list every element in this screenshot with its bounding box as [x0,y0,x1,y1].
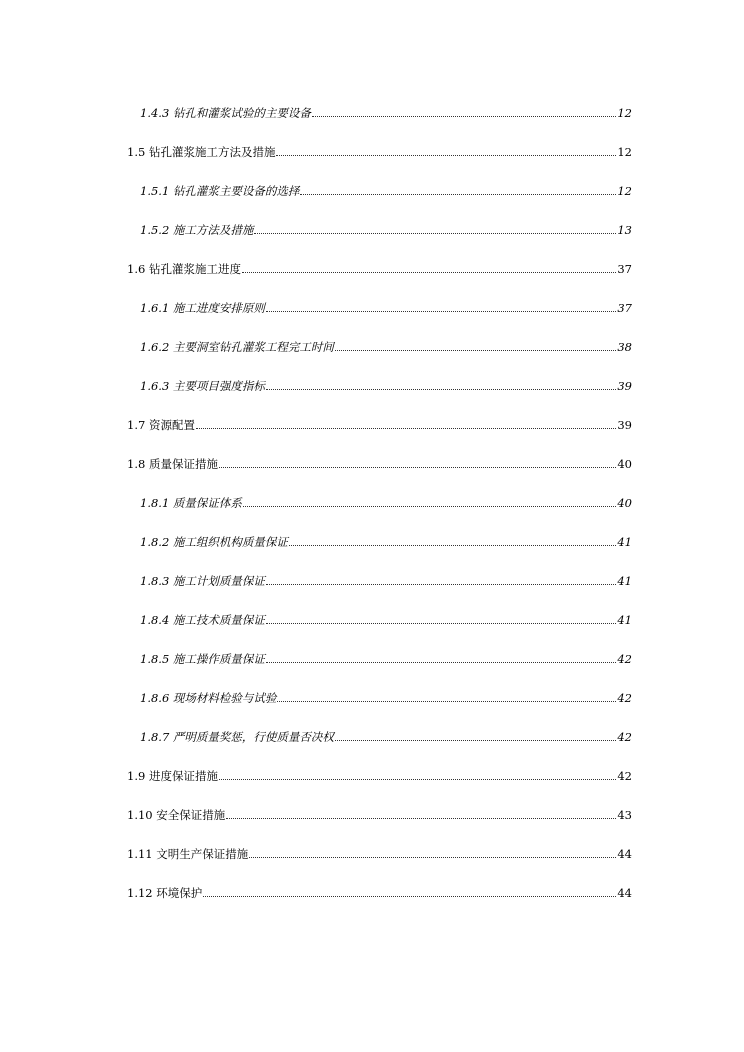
dot-leader [276,154,616,156]
toc-entry-title: 1.4.3 钻孔和灌浆试验的主要设备 [140,106,311,120]
dot-leader [266,310,616,312]
dot-leader [242,271,616,273]
toc-entry-title: 1.8.6 现场材料检验与试验 [140,691,277,705]
dot-leader [219,778,616,780]
dot-leader [266,388,616,390]
toc-entry[interactable] [140,490,632,510]
toc-entry[interactable] [140,685,632,705]
toc-entry-page: 41 [617,613,632,627]
dot-leader [196,427,616,429]
toc-entry[interactable] [127,139,632,159]
toc-entry-page: 42 [617,769,632,783]
dot-leader [219,466,616,468]
toc-entry-page: 12 [617,106,632,120]
dot-leader [335,349,616,351]
toc-entry-page: 40 [617,496,632,510]
toc-entry[interactable] [140,646,632,666]
toc-entry-title: 1.6 钻孔灌浆施工进度 [127,262,241,276]
dot-leader [266,622,616,624]
toc-entry[interactable] [140,334,632,354]
dot-leader [335,739,616,741]
toc-entry[interactable] [127,412,632,432]
toc-entry-page: 44 [617,847,632,861]
toc-entry-page: 41 [617,574,632,588]
toc-entry-title: 1.8.7 严明质量奖惩，行使质量否决权 [140,730,334,744]
dot-leader [277,700,616,702]
dot-leader [266,583,616,585]
toc-entry-title: 1.6.1 施工进度安排原则 [140,301,265,315]
toc-entry[interactable] [127,763,632,783]
toc-entry[interactable] [140,100,632,120]
toc-entry[interactable] [140,568,632,588]
toc-entry-page: 42 [617,691,632,705]
toc-entry-title: 1.8 质量保证措施 [127,457,218,471]
dot-leader [226,817,616,819]
dot-leader [249,856,616,858]
toc-entry-title: 1.9 进度保证措施 [127,769,218,783]
dot-leader [312,115,616,117]
toc-entry[interactable] [140,217,632,237]
dot-leader [243,505,616,507]
toc-entry-title: 1.12 环境保护 [127,886,203,900]
toc-entry-title: 1.8.1 质量保证体系 [140,496,242,510]
toc-entry-title: 1.8.2 施工组织机构质量保证 [140,535,288,549]
toc-entry-title: 1.8.5 施工操作质量保证 [140,652,265,666]
toc-entry[interactable] [127,880,632,900]
toc-entry[interactable] [140,295,632,315]
toc-entry-page: 42 [617,730,632,744]
toc-entry[interactable] [140,724,632,744]
toc-entry-page: 39 [617,418,632,432]
toc-entry-title: 1.7 资源配置 [127,418,195,432]
toc-entry[interactable] [140,607,632,627]
toc-entry-page: 42 [617,652,632,666]
toc-entry[interactable] [127,256,632,276]
toc-entry-title: 1.6.3 主要项目强度指标 [140,379,265,393]
toc-entry[interactable] [127,841,632,861]
toc-entry-page: 40 [617,457,632,471]
toc-entry[interactable] [127,451,632,471]
toc-entry-title: 1.8.3 施工计划质量保证 [140,574,265,588]
toc-entry-title: 1.11 文明生产保证措施 [127,847,249,861]
toc-entry-page: 37 [617,262,632,276]
toc-entry[interactable] [140,373,632,393]
dot-leader [289,544,616,546]
dot-leader [254,232,616,234]
toc-entry-title: 1.8.4 施工技术质量保证 [140,613,265,627]
toc-entry-page: 13 [617,223,632,237]
toc-entry-title: 1.5.1 钻孔灌浆主要设备的选择 [140,184,300,198]
toc-entry[interactable] [127,802,632,822]
dot-leader [203,895,616,897]
dot-leader [300,193,616,195]
toc-entry[interactable] [140,529,632,549]
toc-entry-page: 12 [617,184,632,198]
toc-entry-title: 1.5.2 施工方法及措施 [140,223,254,237]
dot-leader [266,661,616,663]
toc-entry-page: 44 [617,886,632,900]
toc-entry-page: 39 [617,379,632,393]
toc-entry-title: 1.5 钻孔灌浆施工方法及措施 [127,145,276,159]
toc-entry-page: 38 [617,340,632,354]
toc-entry-title: 1.10 安全保证措施 [127,808,226,822]
toc-entry-page: 43 [617,808,632,822]
toc-entry-page: 41 [617,535,632,549]
toc-entry-page: 12 [617,145,632,159]
toc-entry-page: 37 [617,301,632,315]
toc-entry[interactable] [140,178,632,198]
toc-entry-title: 1.6.2 主要洞室钻孔灌浆工程完工时间 [140,340,334,354]
